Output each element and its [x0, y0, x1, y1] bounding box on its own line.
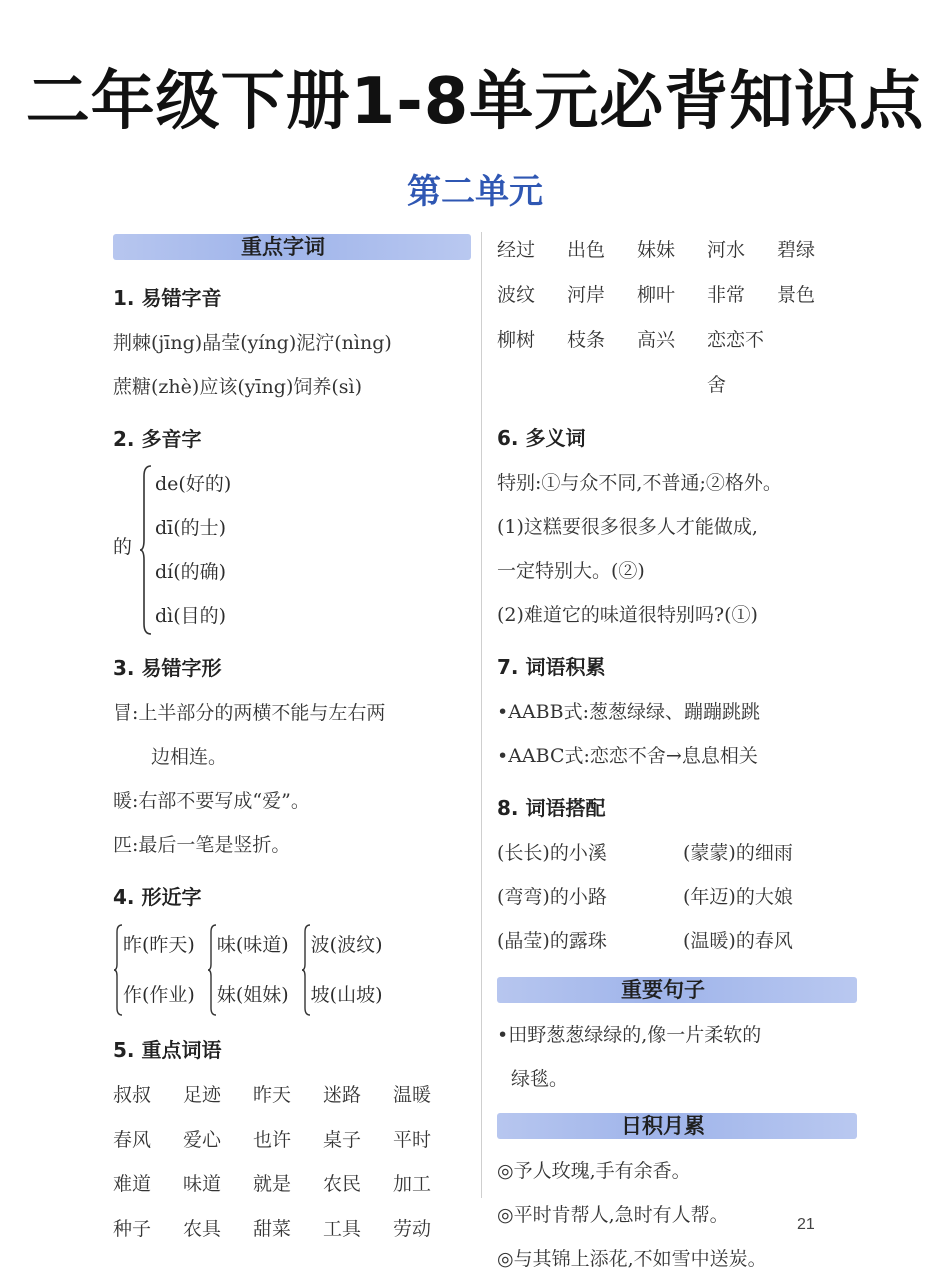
section-title: 7. 词语积累	[497, 655, 606, 679]
word-item: 难道	[113, 1173, 152, 1195]
similar-item: 昨(昨天)	[123, 934, 195, 956]
word-item: 桌子	[323, 1128, 362, 1151]
text-line: 一定特别大。(②)	[497, 560, 645, 582]
similar-group	[301, 920, 383, 1020]
word-item: 妹妹	[637, 239, 676, 261]
collocation-item: (年迈)的大娘	[683, 886, 793, 908]
collocation-item: (温暖)的春风	[683, 930, 793, 952]
polyphone-group	[113, 462, 471, 638]
word-grid-continued	[497, 228, 857, 408]
word-item: 柳树	[497, 329, 536, 351]
word-item: 非常	[707, 284, 746, 306]
section-title: 3. 易错字形	[113, 656, 222, 680]
collocation-item: (晶莹)的露珠	[497, 930, 607, 952]
similar-group	[113, 920, 195, 1020]
word-item: 景色	[777, 284, 816, 306]
text-line: •田野葱葱绿绿的,像一片柔软的	[497, 1024, 762, 1046]
brace-icon	[113, 924, 123, 1016]
section-title: 8. 词语搭配	[497, 796, 606, 820]
similar-group	[207, 920, 289, 1020]
word-item: 就是	[253, 1173, 292, 1195]
collocation-item: (长长)的小溪	[497, 842, 607, 864]
word-item: 出色	[567, 239, 606, 261]
word-item: 温暖	[393, 1084, 432, 1106]
text-line: 蔗糖(zhè)应该(yīng)饲养(sì)	[113, 376, 363, 398]
text-line: 冒:上半部分的两横不能与左右两	[113, 702, 386, 724]
word-item: 经过	[497, 239, 536, 261]
word-item: 高兴	[637, 329, 676, 351]
word-item: 种子	[113, 1217, 152, 1240]
word-grid	[113, 1073, 471, 1251]
unit-title: 第二单元	[407, 172, 543, 212]
band-label: 重要句子	[621, 978, 705, 1002]
word-item: 味道	[183, 1173, 222, 1195]
word-item: 爱心	[183, 1128, 222, 1151]
similar-item: 妹(姐妹)	[216, 984, 289, 1006]
brace-icon	[139, 464, 153, 636]
word-item: 工具	[323, 1217, 362, 1240]
section-title: 4. 形近字	[113, 885, 202, 909]
word-item: 河水	[707, 239, 746, 261]
word-item: 碧绿	[777, 239, 816, 261]
similar-chars	[113, 920, 471, 1020]
polyphone-item: de(好的)	[155, 473, 232, 495]
text-line: 边相连。	[151, 746, 228, 768]
section-band-key-words	[113, 234, 471, 260]
word-item: 劳动	[393, 1217, 432, 1240]
polyphone-item: dì(目的)	[155, 605, 227, 627]
left-column	[113, 228, 471, 1251]
polyphone-char: 的	[113, 536, 133, 558]
similar-item: 坡(山坡)	[310, 984, 383, 1006]
column-divider	[481, 232, 482, 1198]
word-item: 枝条	[567, 329, 606, 351]
text-line: 特别:①与众不同,不普通;②格外。	[497, 472, 782, 494]
polyphone-item: dí(的确)	[155, 561, 227, 583]
text-line: •AABB式:葱葱绿绿、蹦蹦跳跳	[497, 701, 760, 723]
word-item: 河岸	[567, 284, 606, 306]
section-title: 1. 易错字音	[113, 286, 222, 310]
text-line: •AABC式:恋恋不舍→息息相关	[497, 745, 758, 767]
brace-icon	[301, 924, 311, 1016]
word-item: 叔叔	[113, 1084, 152, 1106]
similar-item: 味(味道)	[216, 934, 289, 956]
text-line: 荆棘(jīng)晶莹(yíng)泥泞(nìng)	[113, 332, 392, 354]
brace-icon	[207, 924, 217, 1016]
word-item: 迷路	[323, 1084, 362, 1106]
page-title: 二年级下册1-8单元必背知识点	[25, 65, 925, 139]
section-title: 2. 多音字	[113, 427, 202, 451]
section-band-daily	[497, 1113, 857, 1139]
band-label: 日积月累	[621, 1114, 705, 1138]
word-item: 加工	[393, 1173, 432, 1195]
section-title: 6. 多义词	[497, 426, 586, 450]
section-band-sentences	[497, 977, 857, 1003]
text-line: (1)这糕要很多很多人才能做成,	[497, 516, 758, 538]
collocation-item: (弯弯)的小路	[497, 886, 607, 908]
right-column	[497, 228, 857, 1281]
text-line: ◎予人玫瑰,手有余香。	[497, 1160, 691, 1182]
text-line: 匹:最后一笔是竖折。	[113, 834, 291, 856]
word-item: 昨天	[253, 1084, 292, 1106]
band-label: 重点字词	[241, 235, 325, 259]
word-item: 足迹	[183, 1084, 222, 1106]
word-item: 柳叶	[637, 284, 676, 306]
word-item: 农具	[183, 1217, 222, 1240]
collocation-item: (蒙蒙)的细雨	[683, 842, 793, 864]
text-line: ◎平时肯帮人,急时有人帮。	[497, 1204, 729, 1226]
text-line: ◎与其锦上添花,不如雪中送炭。	[497, 1248, 767, 1270]
text-line: (2)难道它的味道很特别吗?(①)	[497, 604, 758, 626]
similar-item: 作(作业)	[123, 984, 195, 1006]
collocation-grid	[497, 831, 857, 963]
similar-item: 波(波纹)	[310, 934, 383, 956]
word-item: 波纹	[497, 284, 536, 306]
section-title: 5. 重点词语	[113, 1038, 222, 1062]
page-number: 21	[797, 1216, 815, 1233]
polyphone-item: dī(的士)	[155, 517, 227, 539]
word-item: 春风	[113, 1128, 152, 1151]
word-item: 甜菜	[253, 1217, 292, 1240]
word-item: 也许	[253, 1128, 292, 1151]
text-line: 暖:右部不要写成“爱”。	[113, 790, 310, 812]
text-line: 绿毯。	[511, 1068, 569, 1090]
word-item: 农民	[323, 1173, 362, 1195]
word-item: 恋恋不舍	[707, 329, 765, 396]
word-item: 平时	[393, 1128, 432, 1151]
